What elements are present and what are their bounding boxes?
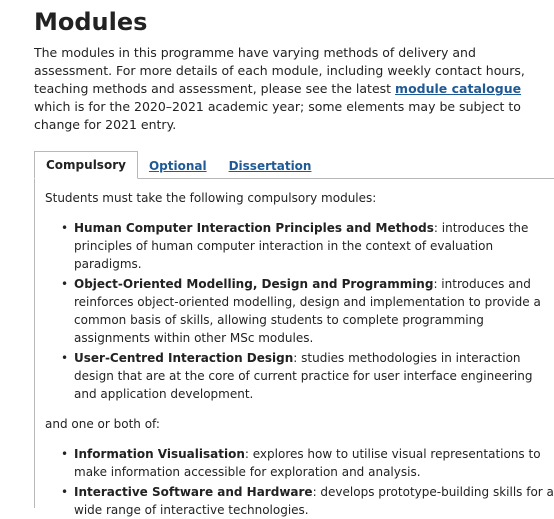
bullet-icon: •	[61, 351, 69, 365]
intro-text-after: which is for the 2020–2021 academic year; some elements may be subject to change for 2021 entry.	[34, 99, 521, 132]
tab-optional[interactable]: Optional	[148, 159, 207, 173]
either-module-list	[45, 445, 554, 519]
module-title: Interactive Software and Hardware	[74, 485, 313, 499]
page-title: Modules	[34, 8, 148, 36]
bullet-icon: •	[61, 485, 69, 499]
module-description: : introduces the principles of human computer interaction in the context of evaluation paradigms.	[74, 221, 529, 271]
intro-paragraph	[34, 44, 534, 134]
list-item	[61, 349, 554, 403]
compulsory-lead-text: Students must take the following compulsory modules:	[45, 191, 377, 205]
tab-panel-compulsory	[34, 178, 554, 517]
list-item	[61, 445, 554, 481]
module-title: Object-Oriented Modelling, Design and Programming	[74, 277, 434, 291]
module-tabs	[34, 152, 554, 179]
module-title: Information Visualisation	[74, 447, 245, 461]
module-catalogue-link[interactable]: module catalogue	[395, 81, 522, 96]
module-description: : develops prototype-building skills for a wide range of interactive technologies.	[74, 485, 554, 517]
list-item	[61, 219, 554, 273]
module-description: : studies methodologies in interaction design that are at the core of current practice for user interface engineering and application development.	[74, 351, 533, 401]
module-description: : introduces and reinforces object-oriented modelling, design and implementation to provide a common basis of skills, allowing students to complete programming assignments within other MSc modules.	[74, 277, 541, 345]
either-lead-text: and one or both of:	[45, 417, 160, 431]
bullet-icon: •	[61, 447, 69, 461]
tab-compulsory[interactable]: Compulsory	[34, 151, 138, 179]
module-title: User-Centred Interaction Design	[74, 351, 294, 365]
module-description: : explores how to utilise visual representations to make information accessible for exploration and analysis.	[74, 447, 541, 479]
compulsory-module-list	[45, 219, 554, 403]
intro-text-before: The modules in this programme have varying methods of delivery and assessment. For more details of each module, including weekly contact hours, teaching methods and assessment, please see the latest	[34, 45, 525, 96]
tab-dissertation[interactable]: Dissertation	[228, 159, 312, 173]
bullet-icon: •	[61, 277, 69, 291]
bullet-icon: •	[61, 221, 69, 235]
module-title: Human Computer Interaction Principles and Methods	[74, 221, 434, 235]
list-item	[61, 483, 554, 519]
list-item	[61, 275, 554, 347]
modules-section	[34, 0, 554, 517]
